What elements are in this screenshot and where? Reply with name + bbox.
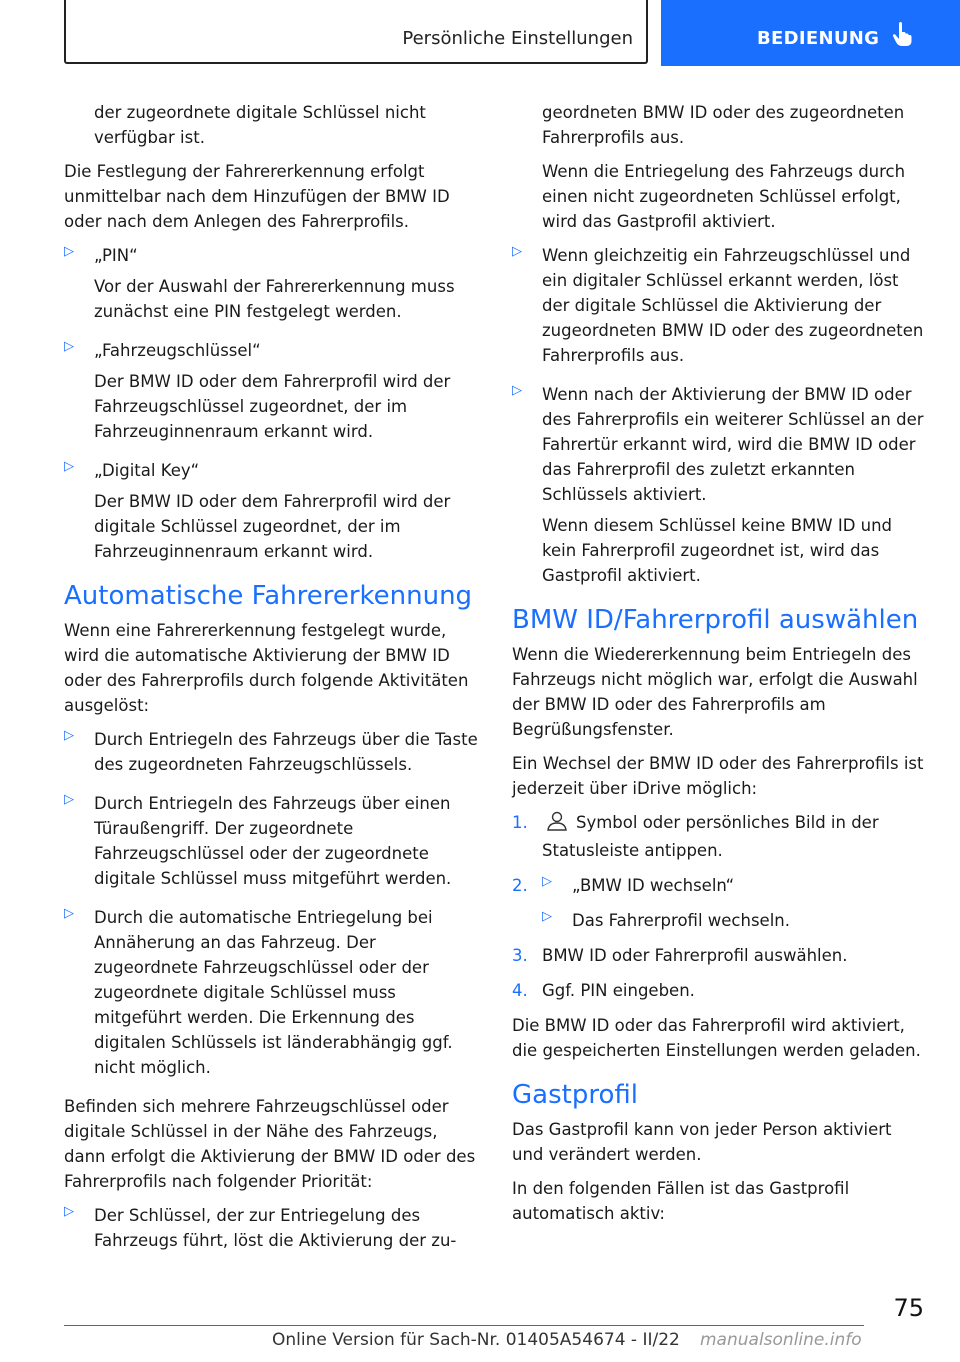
triangle-bullet-icon: ▷: [512, 244, 522, 259]
paragraph: der zugeordnete digitale Schlüssel nicht verfügbar ist.: [94, 103, 426, 147]
list-item: [512, 243, 928, 368]
triangle-bullet-icon: ▷: [64, 459, 74, 474]
section-heading: Automatische Fahrererkennung: [64, 581, 473, 611]
step-item: [512, 943, 928, 968]
list-item: [64, 905, 480, 1080]
right-column: [512, 100, 928, 1235]
paragraph: In den folgenden Fällen ist das Gastprofil automatisch aktiv:: [512, 1179, 850, 1223]
step-text: Symbol oder persönliches Bild in der Statusleiste antippen.: [542, 813, 879, 860]
section-heading: Gastprofil: [512, 1080, 638, 1110]
triangle-bullet-icon: ▷: [512, 383, 522, 398]
left-column: [64, 100, 480, 1267]
header-section-tab: [661, 0, 960, 66]
triangle-bullet-icon: ▷: [64, 728, 74, 743]
list-text: Wenn nach der Aktivierung der BMW ID oder des Fahrerprofils ein weiterer Schlüssel an der Fahrertür erkannt wird, wird die BMW ID oder das Fahrerprofil des zuletzt erkannten Schlüssels aktiviert.: [542, 385, 924, 504]
paragraph: Wenn eine Fahrererkennung festgelegt wurde, wird die automatische Aktivierung der BMW ID oder des Fahrerprofils durch folgende Aktivitäten ausgelöst:: [64, 621, 469, 715]
step-text: Das Fahrerprofil wechseln.: [572, 911, 790, 930]
section-label: BEDIENUNG: [757, 28, 880, 49]
paragraph: Ein Wechsel der BMW ID oder des Fahrerprofils ist jederzeit über iDrive möglich:: [512, 754, 924, 798]
triangle-bullet-icon: ▷: [542, 909, 552, 924]
list-text: Wenn gleichzeitig ein Fahrzeugschlüssel und ein digitaler Schlüssel erkannt werden, löst der digitale Schlüssel die Aktivierung der zugeordneten BMW ID oder des zugeordneten Fahrerprofils aus.: [542, 246, 924, 365]
option-title: „PIN“: [94, 246, 138, 265]
step-text: BMW ID oder Fahrerprofil auswählen.: [542, 946, 848, 965]
section-heading: BMW ID/Fahrerprofil auswählen: [512, 605, 919, 635]
step-item: [512, 810, 928, 863]
list-item: [64, 727, 480, 777]
step-number: 3.: [512, 946, 528, 965]
triangle-bullet-icon: ▷: [64, 906, 74, 921]
step-number: 4.: [512, 981, 528, 1000]
paragraph: Die BMW ID oder das Fahrerprofil wird aktiviert, die gespeicherten Einstellungen werden geladen.: [512, 1016, 921, 1060]
footer-divider: [64, 1325, 864, 1326]
header-chapter-box: [64, 0, 648, 64]
paragraph: Die Festlegung der Fahrererkennung erfolgt unmittelbar nach dem Hinzufügen der BMW ID oder nach dem Anlegen des Fahrerprofils.: [64, 162, 450, 231]
paragraph: Befinden sich mehrere Fahrzeugschlüssel oder digitale Schlüssel in der Nähe des Fahrzeugs, dann erfolgt die Aktivierung der BMW ID oder des Fahrerprofils nach folgender Priorität:: [64, 1097, 476, 1191]
list-text: Durch die automatische Entriegelung bei Annäherung an das Fahrzeug. Der zugeordnete Fahrzeugschlüssel oder der zugeordnete digitale Schlüssel muss mitgeführt werden. Die Erkennung des digitalen Schlüssels ist länderabhängig ggf. nicht möglich.: [94, 908, 453, 1077]
step-item: [512, 978, 928, 1003]
list-item: [64, 338, 480, 444]
sub-item: [542, 873, 928, 898]
list-note: Wenn diesem Schlüssel keine BMW ID und kein Fahrerprofil zugeordnet ist, wird das Gastprofil aktiviert.: [542, 516, 893, 585]
list-item: [64, 1203, 480, 1253]
option-text: Der BMW ID oder dem Fahrerprofil wird der digitale Schlüssel zugeordnet, der im Fahrzeuginnenraum erkannt wird.: [94, 492, 451, 561]
step-number: 1.: [512, 813, 528, 832]
option-text: Der BMW ID oder dem Fahrerprofil wird der Fahrzeugschlüssel zugeordnet, der im Fahrzeuginnenraum erkannt wird.: [94, 372, 451, 441]
triangle-bullet-icon: ▷: [64, 1204, 74, 1219]
option-text: Vor der Auswahl der Fahrererkennung muss zunächst eine PIN festgelegt werden.: [94, 277, 455, 321]
sub-item: [542, 908, 928, 933]
triangle-bullet-icon: ▷: [64, 339, 74, 354]
paragraph: geordneten BMW ID oder des zugeordneten Fahrerprofils aus.: [542, 103, 905, 147]
paragraph: Das Gastprofil kann von jeder Person aktiviert und verändert werden.: [512, 1120, 892, 1164]
paragraph: Wenn die Wiedererkennung beim Entriegeln des Fahrzeugs nicht möglich war, erfolgt die Auswahl der BMW ID oder des Fahrerprofils am Begrüßungsfenster.: [512, 645, 918, 739]
list-text: Der Schlüssel, der zur Entriegelung des Fahrzeugs führt, löst die Aktivierung der zu-: [94, 1206, 457, 1250]
triangle-bullet-icon: ▷: [64, 792, 74, 807]
step-number: 2.: [512, 876, 528, 895]
list-text: Durch Entriegeln des Fahrzeugs über einen Türaußengriff. Der zugeordnete Fahrzeugschlüssel oder der zugeordnete digitale Schlüssel muss mitgeführt werden.: [94, 794, 452, 888]
list-text: Durch Entriegeln des Fahrzeugs über die Taste des zugeordneten Fahrzeugschlüssels.: [94, 730, 478, 774]
triangle-bullet-icon: ▷: [542, 874, 552, 889]
list-item: [64, 243, 480, 324]
step-text: Ggf. PIN eingeben.: [542, 981, 695, 1000]
triangle-bullet-icon: ▷: [64, 244, 74, 259]
step-item: [512, 873, 928, 933]
person-icon: [546, 811, 568, 838]
list-item: [64, 791, 480, 891]
option-title: „Digital Key“: [94, 461, 200, 480]
chapter-title: Persönliche Einstellungen: [402, 28, 633, 49]
online-version-note: Online Version für Sach-Nr. 01405A54674 - II/22: [272, 1330, 680, 1350]
paragraph: Wenn die Entriegelung des Fahrzeugs durch einen nicht zugeordneten Schlüssel erfolgt, wird das Gastprofil aktiviert.: [542, 162, 906, 231]
list-item: [512, 382, 928, 588]
step-text: „BMW ID wechseln“: [572, 876, 735, 895]
watermark: manualsonline.info: [700, 1330, 862, 1350]
page-number: 75: [893, 1294, 924, 1322]
option-title: „Fahrzeugschlüssel“: [94, 341, 261, 360]
hand-pointer-icon: [891, 22, 913, 50]
list-item: [64, 458, 480, 564]
